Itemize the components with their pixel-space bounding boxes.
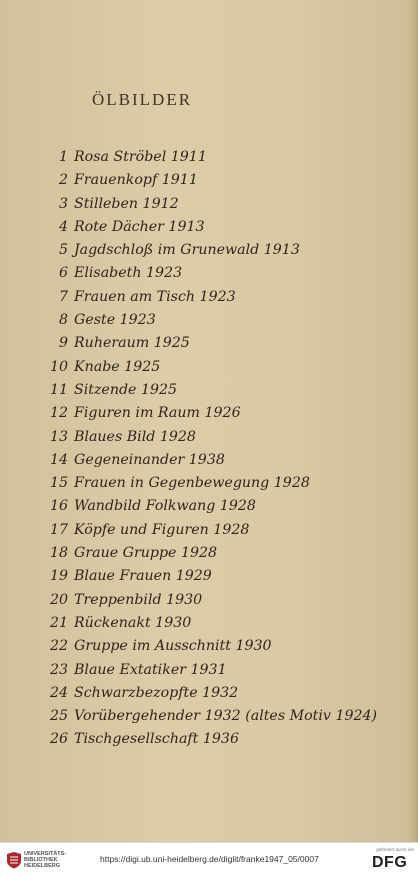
entry-title: Rosa Ströbel 1911 — [74, 149, 207, 165]
institution-line-2: BIBLIOTHEK — [24, 857, 58, 863]
entry-title: Blaue Frauen 1929 — [74, 568, 212, 585]
list-item — [0, 332, 418, 355]
entry-number: 23 — [49, 661, 68, 678]
entry-number: 10 — [49, 358, 68, 375]
entry-number: 16 — [49, 498, 68, 515]
entry-number: 6 — [58, 265, 68, 282]
list-item — [0, 356, 418, 379]
list-item — [0, 193, 418, 216]
entry-title: Gruppe im Ausschnitt 1930 — [74, 638, 272, 655]
institution-line-3: HEIDELBERG — [24, 863, 61, 869]
entry-number: 8 — [58, 312, 68, 329]
list-item — [0, 379, 418, 402]
list-item — [0, 286, 418, 309]
list-item — [0, 216, 418, 239]
entry-number: 12 — [49, 405, 68, 422]
list-item — [0, 705, 418, 728]
entry-title: Figuren im Raum 1926 — [74, 405, 241, 422]
list-item — [0, 449, 418, 472]
entry-number: 13 — [49, 428, 68, 445]
entry-title: Knabe 1925 — [74, 358, 161, 375]
entry-number: 5 — [58, 242, 68, 259]
entry-title: Treppenbild 1930 — [74, 591, 203, 608]
list-item — [0, 169, 418, 192]
entry-title: Tischgesellschaft 1936 — [74, 731, 239, 748]
list-item — [0, 635, 418, 658]
entry-title: Jagdschloß im Grunewald 1913 — [74, 242, 300, 259]
entry-title: Graue Gruppe 1928 — [74, 545, 218, 562]
entry-title: Wandbild Folkwang 1928 — [74, 498, 256, 515]
list-item — [0, 565, 418, 588]
entry-number: 24 — [49, 684, 68, 701]
viewer-footer — [0, 842, 418, 877]
entry-number: 21 — [49, 614, 68, 631]
sponsor-note: gefördert durch die — [376, 847, 414, 852]
entry-title: Geste 1923 — [74, 312, 156, 329]
list-item — [0, 402, 418, 425]
list-item — [0, 426, 418, 449]
list-item — [0, 262, 418, 285]
entry-number: 2 — [58, 172, 68, 189]
entry-number: 4 — [58, 218, 68, 235]
entry-title: Stilleben 1912 — [74, 195, 179, 212]
page-title: ÖLBILDER — [92, 90, 193, 109]
entry-number: 19 — [49, 568, 68, 585]
entry-title: Blaues Bild 1928 — [74, 428, 196, 445]
entry-number: 3 — [58, 195, 68, 212]
list-item — [0, 728, 418, 751]
painting-list — [0, 146, 418, 752]
dfg-logo: DFG — [372, 854, 408, 871]
entry-number: 14 — [49, 451, 68, 468]
entry-title: Frauen am Tisch 1923 — [74, 288, 236, 305]
entry-title: Elisabeth 1923 — [74, 265, 183, 282]
list-item — [0, 519, 418, 542]
list-item — [0, 589, 418, 612]
entry-title: Blaue Extatiker 1931 — [74, 661, 227, 678]
entry-title: Schwarzbezopfte 1932 — [74, 684, 239, 701]
entry-title: Rückenakt 1930 — [74, 614, 192, 631]
list-item — [0, 146, 418, 169]
entry-title: Frauen in Gegenbewegung 1928 — [74, 475, 310, 492]
list-item — [0, 659, 418, 682]
entry-number: 15 — [49, 475, 68, 492]
entry-number: 17 — [49, 521, 68, 538]
entry-number: 25 — [49, 708, 68, 725]
entry-number: 18 — [49, 545, 68, 562]
list-item — [0, 495, 418, 518]
list-item — [0, 309, 418, 332]
list-item — [0, 682, 418, 705]
entry-number: 11 — [49, 381, 68, 398]
institution-line-1: UNIVERSITÄTS- — [24, 851, 67, 857]
entry-number: 7 — [58, 288, 68, 305]
list-item — [0, 472, 418, 495]
list-item — [0, 542, 418, 565]
entry-title: Köpfe und Figuren 1928 — [74, 521, 250, 538]
entry-title: Sitzende 1925 — [74, 381, 178, 398]
institution-name — [24, 851, 66, 869]
list-item — [0, 239, 418, 262]
entry-title: Rote Dächer 1913 — [74, 218, 205, 235]
entry-number: 9 — [58, 335, 68, 352]
entry-number: 26 — [49, 731, 68, 748]
permalink-url[interactable]: https://digi.ub.uni-heidelberg.de/diglit/franke1947_05/0007 — [100, 854, 319, 864]
entry-title: Ruheraum 1925 — [74, 335, 190, 352]
entry-title: Gegeneinander 1938 — [74, 451, 225, 468]
entry-number: 22 — [49, 638, 68, 655]
entry-number: 1 — [58, 149, 68, 165]
list-item — [0, 612, 418, 635]
entry-title: Frauenkopf 1911 — [74, 172, 198, 189]
entry-number: 20 — [49, 591, 68, 608]
entry-title: Vorübergehender 1932 (altes Motiv 1924) — [74, 708, 378, 725]
university-seal-icon — [4, 850, 24, 870]
